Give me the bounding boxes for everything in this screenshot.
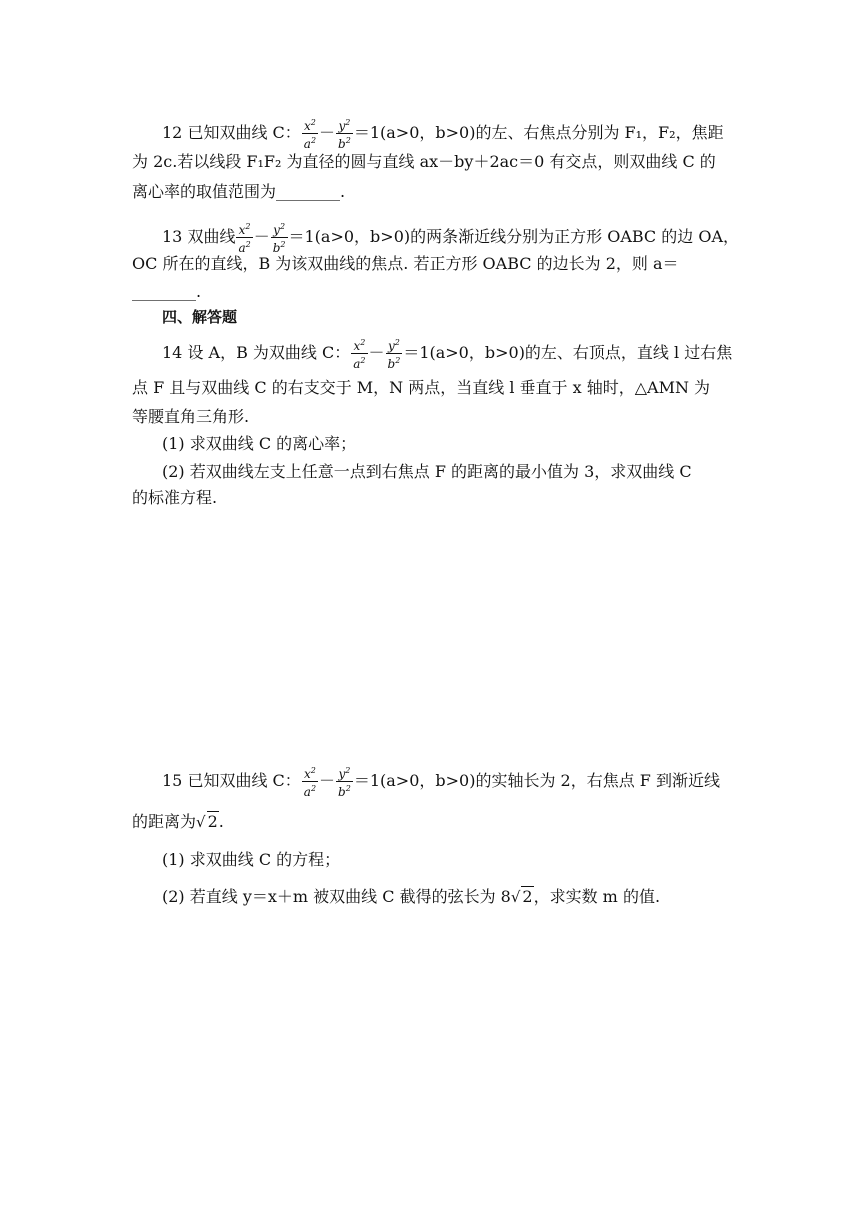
problem-14-sub-1: (1) 求双曲线 C 的离心率； [162, 434, 357, 453]
problem-13-text-b: ＝1(a>0，b>0)的两条渐近线分别为正方形 OABC 的边 OA， [288, 227, 740, 246]
problem-15-sub-2-text-a: (2) 若直线 y＝x＋m 被双曲线 C 截得的弦长为 8 [162, 887, 511, 906]
fraction-x2-a2: $\frac{x^2}{a^2}$ [303, 766, 317, 799]
fraction-x2-a2: $\frac{x^2}{a^2}$ [238, 222, 251, 255]
minus-sign: － [319, 771, 336, 790]
problem-14-sub-2-line-2: 的标准方程. [132, 488, 218, 507]
problem-14-text-b: ＝1(a>0，b>0)的左、右顶点，直线 l 过右焦 [403, 343, 733, 362]
fraction-y2-b2: $\frac{y^2}{b^2}$ [338, 766, 351, 799]
problem-15-sub-2-text-b: ，求实数 m 的值. [533, 887, 661, 906]
problem-15-period: . [218, 812, 224, 831]
fraction-x2-a2: $\frac{x^2}{a^2}$ [353, 338, 366, 371]
minus-sign: － [253, 227, 270, 246]
problem-15-text-a: 15 已知双曲线 C： [162, 771, 301, 790]
fraction-y2-b2: $\frac{y^2}{b^2}$ [338, 118, 351, 151]
problem-12-text-b: ＝1(a>0，b>0)的左、右焦点分别为 F₁，F₂，焦距 [353, 123, 724, 142]
minus-sign: － [319, 123, 336, 142]
minus-sign: － [368, 343, 385, 362]
problem-14-text-a: 14 设 A，B 为双曲线 C： [162, 343, 351, 362]
problem-14-line-3: 等腰直角三角形. [132, 407, 250, 426]
problem-14-line-2: 点 F 且与双曲线 C 的右支交于 M，N 两点，当直线 l 垂直于 x 轴时，△AMN 为 [132, 378, 711, 397]
problem-13-line-1 [162, 220, 762, 255]
sqrt-sign: √ [196, 813, 206, 831]
problem-15-text-distance: 的距离为 [132, 812, 197, 831]
problem-15-sub-1: (1) 求双曲线 C 的方程； [162, 850, 341, 869]
section-heading: 四、解答题 [162, 308, 238, 326]
sqrt-radicand: 2 [207, 812, 218, 831]
problem-14-sub-2-line-1: (2) 若双曲线左支上任意一点到右焦点 F 的距离的最小值为 3，求双曲线 C [162, 462, 692, 481]
problem-15-line-1 [162, 764, 762, 799]
problem-15-text-b: ＝1(a>0，b>0)的实轴长为 2，右焦点 F 到渐近线 [353, 771, 720, 790]
problem-13-line-3: ________. [132, 282, 202, 301]
fraction-x2-a2: $\frac{x^2}{a^2}$ [303, 118, 317, 151]
problem-12-line-3: 离心率的取值范围为________. [132, 182, 346, 201]
problem-12-text-a: 12 已知双曲线 C： [162, 123, 301, 142]
fraction-y2-b2: $\frac{y^2}{b^2}$ [272, 222, 286, 255]
problem-12-line-1 [162, 116, 762, 151]
problem-12-line-2: 为 2c.若以线段 F₁F₂ 为直径的圆与直线 ax－by＋2ac＝0 有交点，则双曲线 C 的 [132, 152, 716, 171]
problem-13-line-2: OC 所在的直线，B 为该双曲线的焦点. 若正方形 OABC 的边长为 2，则 a＝ [132, 254, 679, 273]
fraction-y2-b2: $\frac{y^2}{b^2}$ [387, 338, 401, 371]
problem-15-line-2 [132, 811, 732, 832]
problem-13-text-a: 13 双曲线 [162, 227, 236, 246]
problem-15-sub-2 [162, 886, 762, 907]
sqrt-radicand: 2 [522, 887, 533, 906]
problem-14-line-1 [162, 336, 762, 371]
sqrt-sign: √ [510, 888, 521, 906]
